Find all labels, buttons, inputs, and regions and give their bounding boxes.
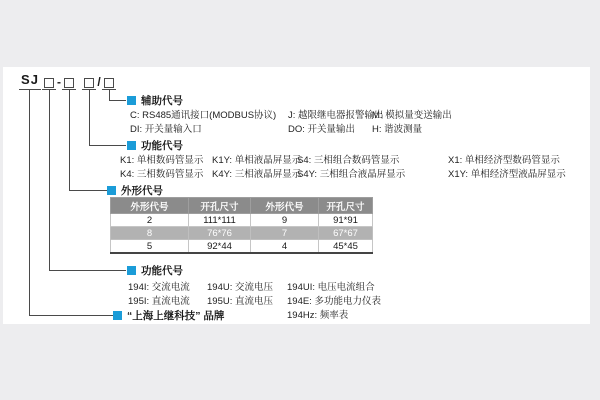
table-cell: 7: [251, 227, 319, 240]
display-item: S4Y: 三相组合液晶屏显示: [297, 169, 406, 180]
func-item: 194Hz: 频率表: [287, 310, 349, 321]
func-item: 195I: 直流电流: [128, 296, 190, 307]
model-box-2: [64, 78, 74, 88]
aux-item: DI: 开关量输入口: [130, 124, 202, 135]
table-cell: 91*91: [319, 214, 373, 227]
section-bullet-icon: [127, 141, 136, 150]
display-item: K4: 三相数码管显示: [120, 169, 204, 180]
table-row: [111, 227, 373, 240]
aux-item: J: 越限继电器报警输出: [288, 110, 384, 121]
connector-hline-aux: [109, 100, 126, 101]
brand-label: “上海上继科技” 品牌: [127, 310, 225, 322]
func-item: 194UI: 电压电流组合: [287, 282, 375, 293]
func-item: 195U: 直流电压: [207, 296, 273, 307]
table-cell: 45*45: [319, 240, 373, 254]
table-header-cell: 开孔尺寸: [319, 198, 373, 214]
aux-item: C: RS485通讯接口(MODBUS协议): [130, 110, 277, 121]
connector-vline-brand: [29, 90, 30, 316]
aux-item: DO: 开关量输出: [288, 124, 356, 135]
func-item: 194I: 交流电流: [128, 282, 190, 293]
model-box-3: [84, 78, 94, 88]
table-header-cell: 开孔尺寸: [189, 198, 251, 214]
model-hyphen: -: [57, 75, 61, 89]
model-box-1: [44, 78, 54, 88]
section-title: 辅助代号: [141, 95, 183, 107]
func-item: 194U: 交流电压: [207, 282, 273, 293]
display-item: K1: 单相数码管显示: [120, 155, 204, 166]
section-func-title: [127, 264, 183, 277]
connector-vline-display: [89, 90, 90, 146]
section-title: 外形代号: [121, 185, 163, 197]
aux-item: M: 模拟量变送输出: [372, 110, 452, 121]
table-cell: 4: [251, 240, 319, 254]
section-title: 功能代号: [141, 265, 183, 277]
table-cell: 111*111: [189, 214, 251, 227]
display-item: X1: 单相经济型数码管显示: [448, 155, 560, 166]
section-display-title: [127, 139, 183, 152]
section-title: 功能代号: [141, 140, 183, 152]
shape-table: [110, 197, 373, 254]
section-shape-title: [107, 184, 163, 197]
connector-hline-func: [49, 270, 126, 271]
section-brand-title: [113, 309, 224, 322]
table-cell: 5: [111, 240, 189, 254]
table-header-row: [111, 198, 373, 214]
display-item: X1Y: 单相经济型液晶屏显示: [448, 169, 566, 180]
table-cell: 2: [111, 214, 189, 227]
section-bullet-icon: [113, 311, 122, 320]
model-slash: /: [97, 75, 101, 89]
table-cell: 9: [251, 214, 319, 227]
table-cell: 8: [111, 227, 189, 240]
connector-vline-func: [49, 90, 50, 271]
underline-prefix: [19, 89, 41, 90]
display-item: K1Y: 单相液晶屏显示: [212, 155, 302, 166]
model-box-4: [104, 78, 114, 88]
section-aux-title: [127, 94, 183, 107]
table-cell: 76*76: [189, 227, 251, 240]
section-bullet-icon: [127, 266, 136, 275]
table-row: [111, 214, 373, 227]
connector-hline-shape: [69, 190, 107, 191]
connector-vline-shape: [69, 90, 70, 191]
table-cell: 67*67: [319, 227, 373, 240]
section-bullet-icon: [127, 96, 136, 105]
section-bullet-icon: [107, 186, 116, 195]
connector-hline-display: [89, 145, 126, 146]
display-item: S4: 三相组合数码管显示: [297, 155, 400, 166]
display-item: K4Y: 三相液晶屏显示: [212, 169, 302, 180]
table-cell: 92*44: [189, 240, 251, 254]
table-row: [111, 240, 373, 254]
model-prefix: SJ: [21, 72, 39, 87]
func-item: 194E: 多功能电力仪表: [287, 296, 381, 307]
aux-item: H: 谐波测量: [372, 124, 423, 135]
table-header-cell: 外形代号: [251, 198, 319, 214]
connector-hline-brand: [29, 315, 113, 316]
table-header-cell: 外形代号: [111, 198, 189, 214]
